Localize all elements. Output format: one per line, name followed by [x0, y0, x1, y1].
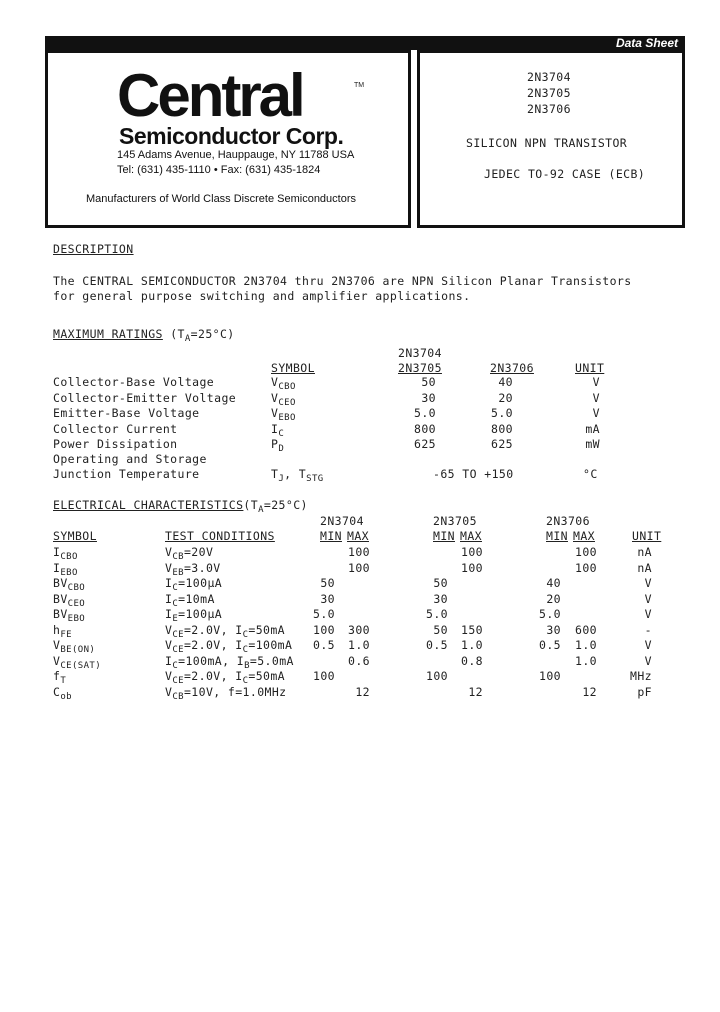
- max-param: Junction Temperature: [53, 467, 200, 481]
- elec-part-header: 2N3704: [320, 514, 364, 528]
- elec-col-header: MIN: [433, 529, 455, 543]
- elec-col-header: MAX: [347, 529, 369, 543]
- description-text: The CENTRAL SEMICONDUCTOR 2N3704 thru 2N3706 are NPN Silicon Planar Transistors: [53, 274, 632, 288]
- elec-value: 50: [433, 622, 448, 637]
- data-sheet-tag: Data Sheet: [615, 36, 678, 50]
- max-value: 5.0: [414, 406, 436, 420]
- elec-value: 12: [582, 684, 597, 699]
- elec-unit: V: [644, 591, 652, 606]
- elec-test-condition: $I_C=10mA$: [165, 591, 215, 609]
- company-name: Semiconductor Corp.: [119, 123, 344, 149]
- elec-unit: V: [644, 576, 652, 590]
- trademark-mark: TM: [354, 82, 365, 89]
- elec-col-header: SYMBOL: [53, 529, 97, 543]
- elec-symbol: $V_{BE(ON)}$: [53, 638, 96, 655]
- description-text: for general purpose switching and amplifier applications.: [53, 289, 471, 303]
- elec-value: 100: [461, 545, 483, 559]
- elec-value: 100: [461, 560, 483, 575]
- company-phone: Tel: (631) 435-1110 • Fax: (631) 435-1824: [117, 164, 321, 176]
- elec-value: 40: [546, 576, 561, 590]
- elec-unit: V: [644, 638, 652, 652]
- elec-value: 5.0: [426, 607, 448, 621]
- max-param: Collector-Emitter Voltage: [53, 390, 237, 405]
- elec-test-condition: $V_{CE}=2.0V$, $I_C=100mA$: [165, 638, 293, 655]
- max-value: 625: [491, 437, 513, 451]
- max-unit: V: [592, 406, 600, 420]
- max-symbol: $I_C$: [271, 421, 285, 439]
- max-value: 5.0: [491, 406, 513, 420]
- max-unit: mW: [585, 437, 600, 451]
- elec-value: 100: [575, 545, 597, 559]
- elec-value: 0.6: [348, 653, 370, 668]
- elec-value: 30: [320, 591, 335, 606]
- elec-value: 20: [546, 591, 561, 606]
- elec-unit: nA: [637, 545, 652, 559]
- elec-value: 30: [546, 622, 561, 637]
- elec-value: 1.0: [348, 638, 370, 652]
- electrical-heading: ELECTRICAL $CHARACTERISTICS(T_A=25^\circ C)$: [53, 498, 308, 515]
- elec-test-condition: $I_C=100\mu A$: [165, 576, 223, 593]
- max-col-header: UNIT: [575, 361, 605, 375]
- elec-value: 1.0: [575, 638, 597, 652]
- elec-value: 100: [426, 669, 448, 683]
- max-value: 40: [498, 375, 513, 389]
- max-value: 800: [414, 421, 436, 436]
- elec-value: 100: [313, 669, 335, 683]
- elec-value: 0.5: [313, 638, 335, 652]
- elec-symbol: $I_{EBO}$: [53, 560, 78, 578]
- part-case: JEDEC TO-92 CASE (ECB): [484, 167, 646, 181]
- elec-value: 5.0: [313, 607, 335, 621]
- elec-test-condition: $V_{EB}=3.0V$: [165, 560, 221, 578]
- part-number: 2N3705: [527, 86, 571, 100]
- elec-unit: nA: [637, 560, 652, 575]
- elec-symbol: $BV_{CEO}$: [53, 591, 86, 609]
- elec-symbol: $h_{FE}$: [53, 622, 72, 640]
- elec-value: 0.8: [461, 653, 483, 668]
- elec-col-header: TEST CONDITIONS: [165, 529, 275, 543]
- max-symbol: $P_D$: [271, 437, 285, 454]
- max-symbol: $V_{CEO}$: [271, 390, 296, 408]
- elec-test-condition: $V_{CE}=2.0V$, $I_C=50mA$: [165, 669, 286, 686]
- max-value: 625: [414, 437, 436, 451]
- elec-value: 100: [348, 560, 370, 575]
- elec-part-header: 2N3705: [433, 514, 477, 528]
- elec-symbol: $BV_{CBO}$: [53, 576, 86, 593]
- max-ratings-heading: MAXIMUM RATINGS $(T_A=25^\circ C)$: [53, 327, 235, 344]
- elec-test-condition: $V_{CB}=10V$, f=1.0MHz: [165, 684, 287, 702]
- max-col-header: 2N3706: [490, 361, 534, 375]
- elec-value: 100: [348, 545, 370, 559]
- max-symbol: $V_{EBO}$: [271, 406, 296, 423]
- elec-symbol: $I_{CBO}$: [53, 545, 78, 562]
- elec-part-header: 2N3706: [546, 514, 590, 528]
- elec-symbol: $f_T$: [53, 669, 67, 686]
- elec-value: 30: [433, 591, 448, 606]
- max-unit: V: [592, 375, 600, 389]
- max-col-header: 2N3704: [398, 346, 442, 360]
- description-heading: DESCRIPTION: [53, 242, 134, 256]
- part-number: 2N3704: [527, 70, 571, 84]
- elec-unit: -: [644, 622, 652, 637]
- elec-col-header: MIN: [546, 529, 568, 543]
- elec-symbol: $BV_{EBO}$: [53, 607, 86, 624]
- elec-col-header: MIN: [320, 529, 342, 543]
- company-logo: Central: [117, 62, 303, 129]
- elec-unit: MHz: [630, 669, 652, 683]
- elec-col-header: MAX: [573, 529, 595, 543]
- elec-unit: V: [644, 607, 652, 621]
- part-number: 2N3706: [527, 102, 571, 116]
- elec-col-header: MAX: [460, 529, 482, 543]
- max-value: 30: [421, 390, 436, 405]
- elec-test-condition: $V_{CB}=20V$: [165, 545, 214, 562]
- max-symbol: $T_J$, $T_{STG}$: [271, 467, 324, 484]
- elec-value: 0.5: [539, 638, 561, 652]
- elec-value: 150: [461, 622, 483, 637]
- elec-unit: V: [644, 653, 652, 668]
- max-param: Collector-Base Voltage: [53, 375, 215, 389]
- max-col-header: SYMBOL: [271, 361, 315, 375]
- elec-value: 100: [313, 622, 335, 637]
- company-address: 145 Adams Avenue, Hauppauge, NY 11788 USA: [117, 149, 355, 161]
- elec-test-condition: $I_C=100mA$, $I_B=5.0mA$: [165, 653, 294, 671]
- max-value: 800: [491, 421, 513, 436]
- max-unit: mA: [585, 421, 600, 436]
- elec-value: 1.0: [575, 653, 597, 668]
- elec-symbol: $C_{ob}$: [53, 684, 72, 702]
- company-tagline: Manufacturers of World Class Discrete Semiconductors: [86, 193, 357, 205]
- max-value: -65 TO +150: [433, 467, 514, 481]
- elec-value: 300: [348, 622, 370, 637]
- elec-value: 50: [320, 576, 335, 590]
- elec-symbol: $V_{CE(SAT)}$: [53, 653, 102, 671]
- max-param: Emitter-Base Voltage: [53, 406, 200, 420]
- elec-col-header: UNIT: [632, 529, 662, 543]
- max-param: Collector Current: [53, 421, 178, 436]
- elec-value: 0.5: [426, 638, 448, 652]
- elec-value: 50: [433, 576, 448, 590]
- max-unit: V: [592, 390, 600, 405]
- max-symbol: $V_{CBO}$: [271, 375, 296, 392]
- part-type: SILICON NPN TRANSISTOR: [466, 136, 628, 150]
- elec-value: 5.0: [539, 607, 561, 621]
- max-value: 50: [421, 375, 436, 389]
- elec-test-condition: $V_{CE}=2.0V$, $I_C=50mA$: [165, 622, 286, 640]
- header-bar: [45, 36, 685, 50]
- max-param: Operating and Storage: [53, 452, 207, 466]
- elec-value: 12: [355, 684, 370, 699]
- elec-value: 100: [575, 560, 597, 575]
- elec-value: 1.0: [461, 638, 483, 652]
- max-value: 20: [498, 390, 513, 405]
- elec-test-condition: $I_E=100\mu A$: [165, 607, 223, 624]
- max-col-header: 2N3705: [398, 361, 442, 375]
- max-unit: °C: [583, 467, 598, 481]
- elec-value: 600: [575, 622, 597, 637]
- max-param: Power Dissipation: [53, 437, 178, 451]
- elec-value: 100: [539, 669, 561, 683]
- elec-unit: pF: [637, 684, 652, 699]
- elec-value: 12: [468, 684, 483, 699]
